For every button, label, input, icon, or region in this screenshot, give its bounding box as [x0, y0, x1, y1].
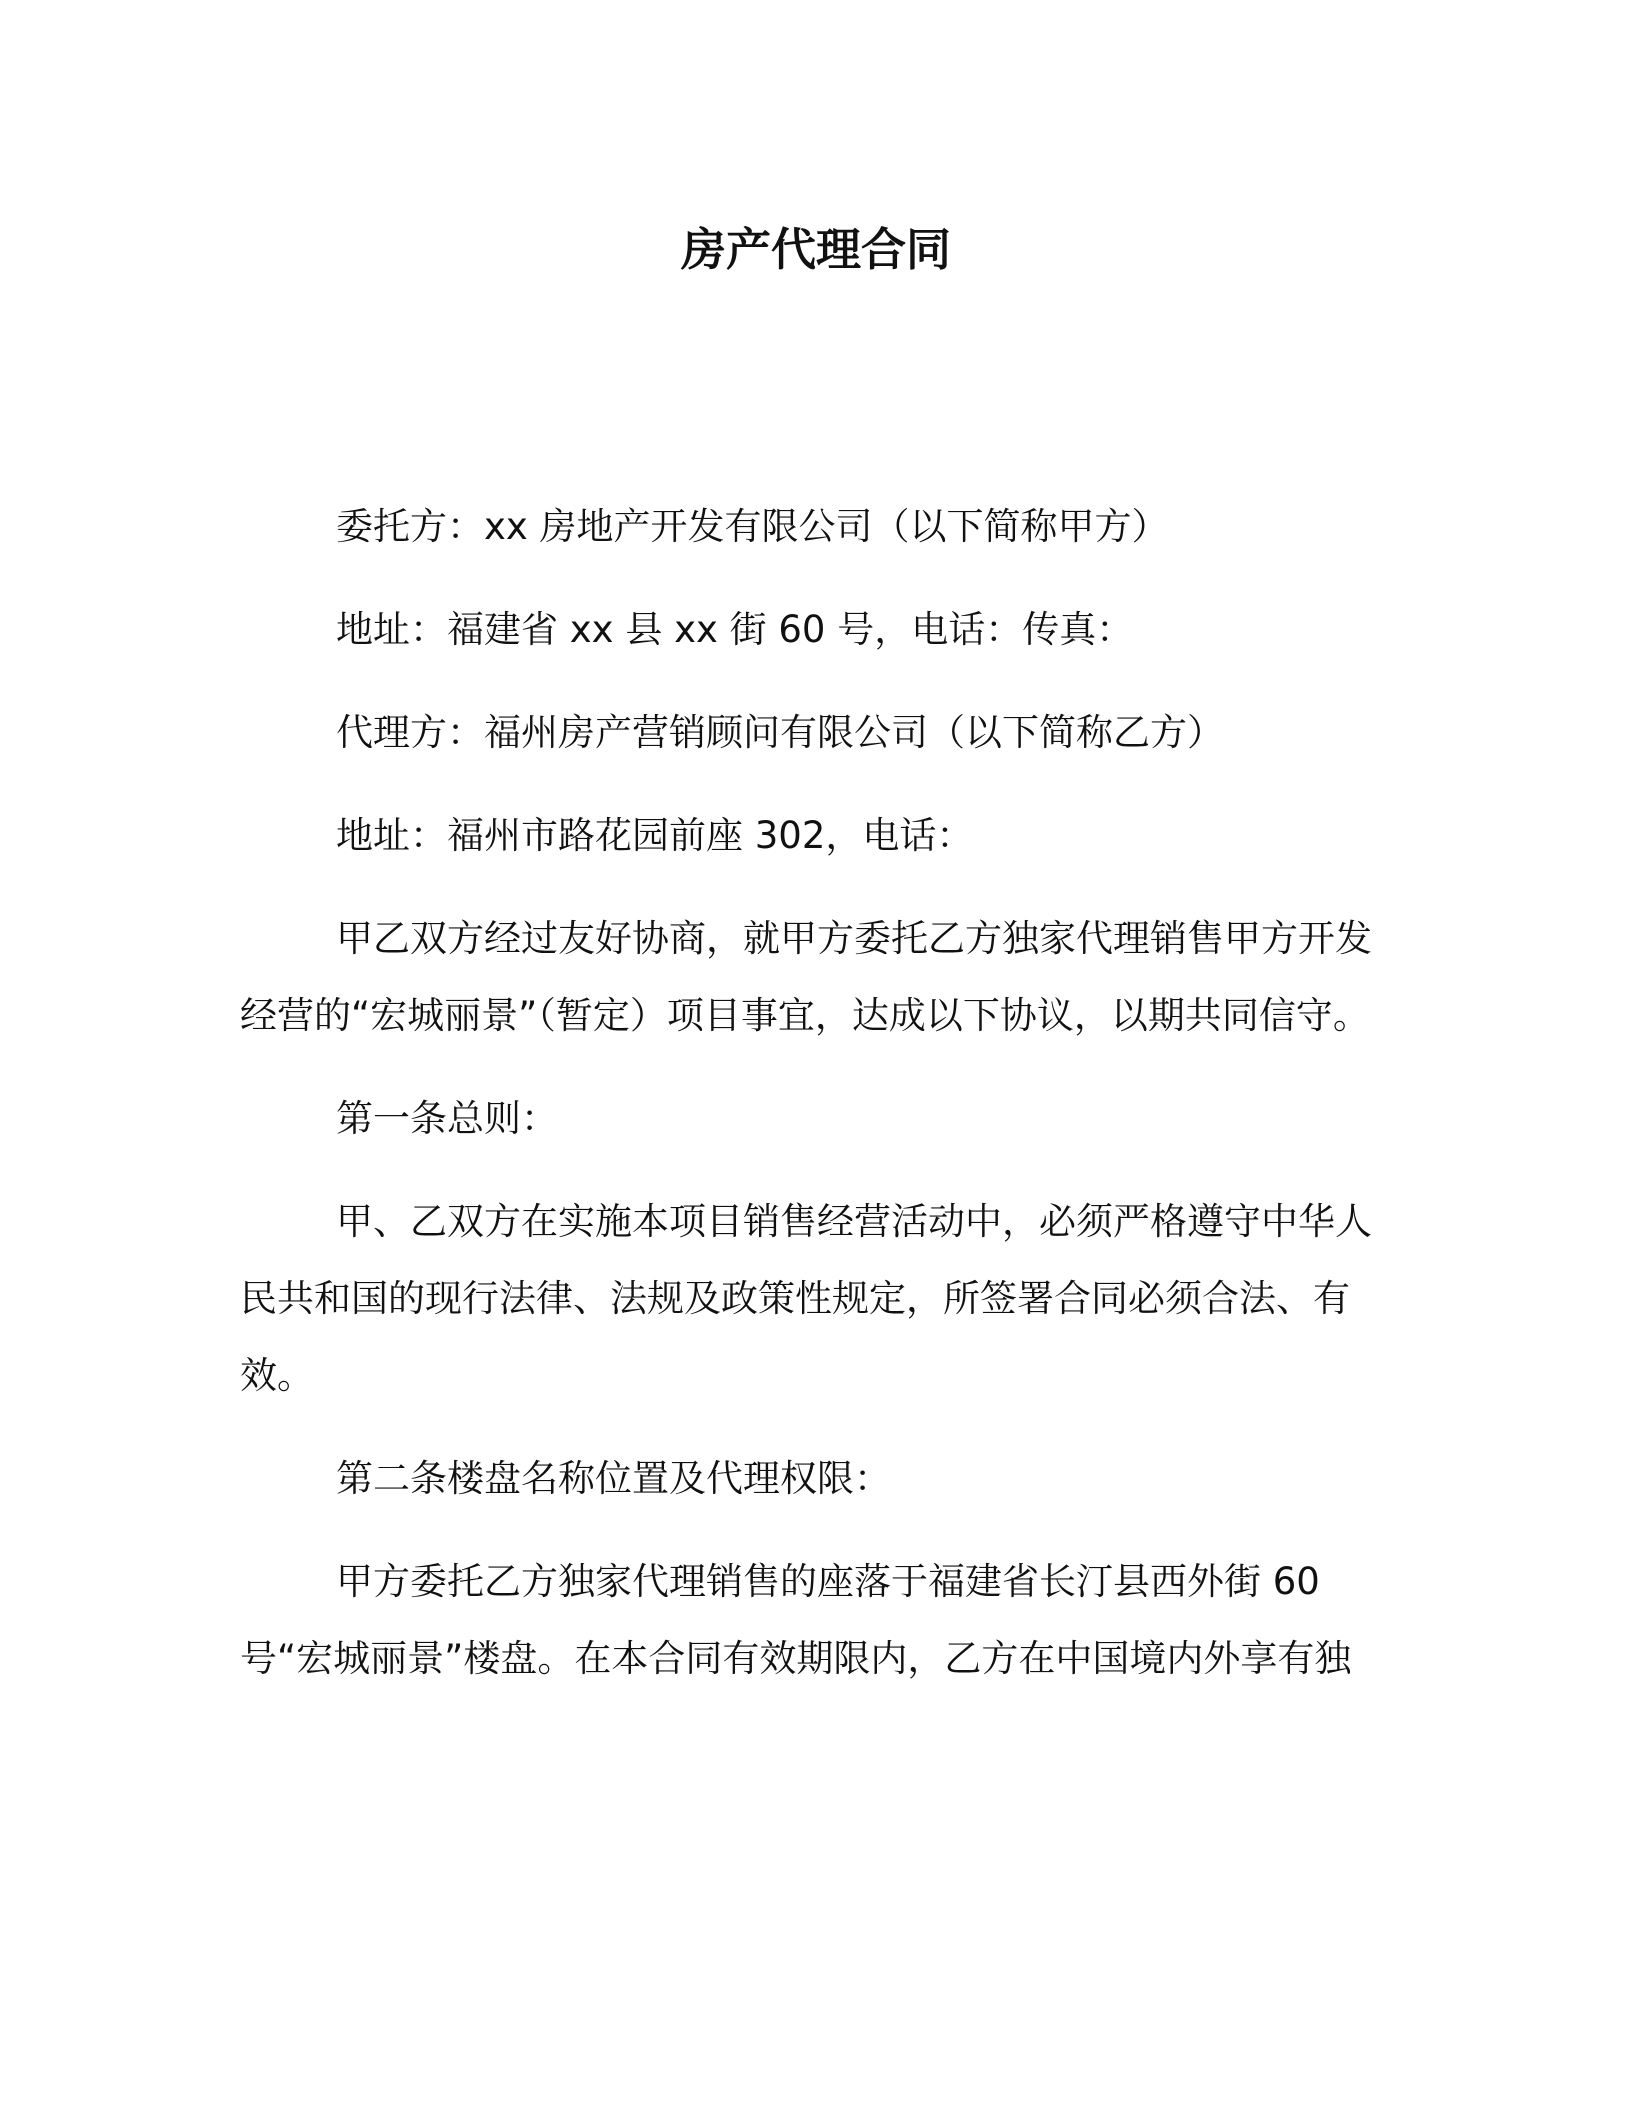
article-2-heading: 第二条楼盘名称位置及代理权限： — [336, 1457, 891, 1500]
document-title: 房产代理合同 — [680, 223, 951, 276]
paragraph-agent: 代理方：福州房产营销顾问有限公司（以下简称乙方） — [336, 711, 1224, 754]
paragraph-client: 委托方：xx 房地产开发有限公司（以下简称甲方） — [336, 505, 1169, 548]
article-2-body: 甲方委托乙方独家代理销售的座落于福建省长汀县西外街 60 号“宏城丽景”楼盘。在本合同有效期限内，乙方在中国境内外享有独 — [240, 1560, 1352, 1680]
document-body — [240, 488, 1380, 1723]
article-1-body: 甲、乙双方在实施本项目销售经营活动中，必须严格遵守中华人民共和国的现行法律、法规及政策性规定，所签署合同必须合法、有效。 — [240, 1200, 1372, 1397]
paragraph-preamble: 甲乙双方经过友好协商，就甲方委托乙方独家代理销售甲方开发经营的“宏城丽景”（暂定）项目事宜，达成以下协议，以期共同信守。 — [240, 917, 1372, 1037]
article-1-heading: 第一条总则： — [336, 1097, 558, 1140]
paragraph-agent-address: 地址：福州市路花园前座 302，电话： — [336, 814, 974, 857]
paragraph-client-address: 地址：福建省 xx 县 xx 街 60 号，电话：传真： — [336, 608, 1134, 651]
